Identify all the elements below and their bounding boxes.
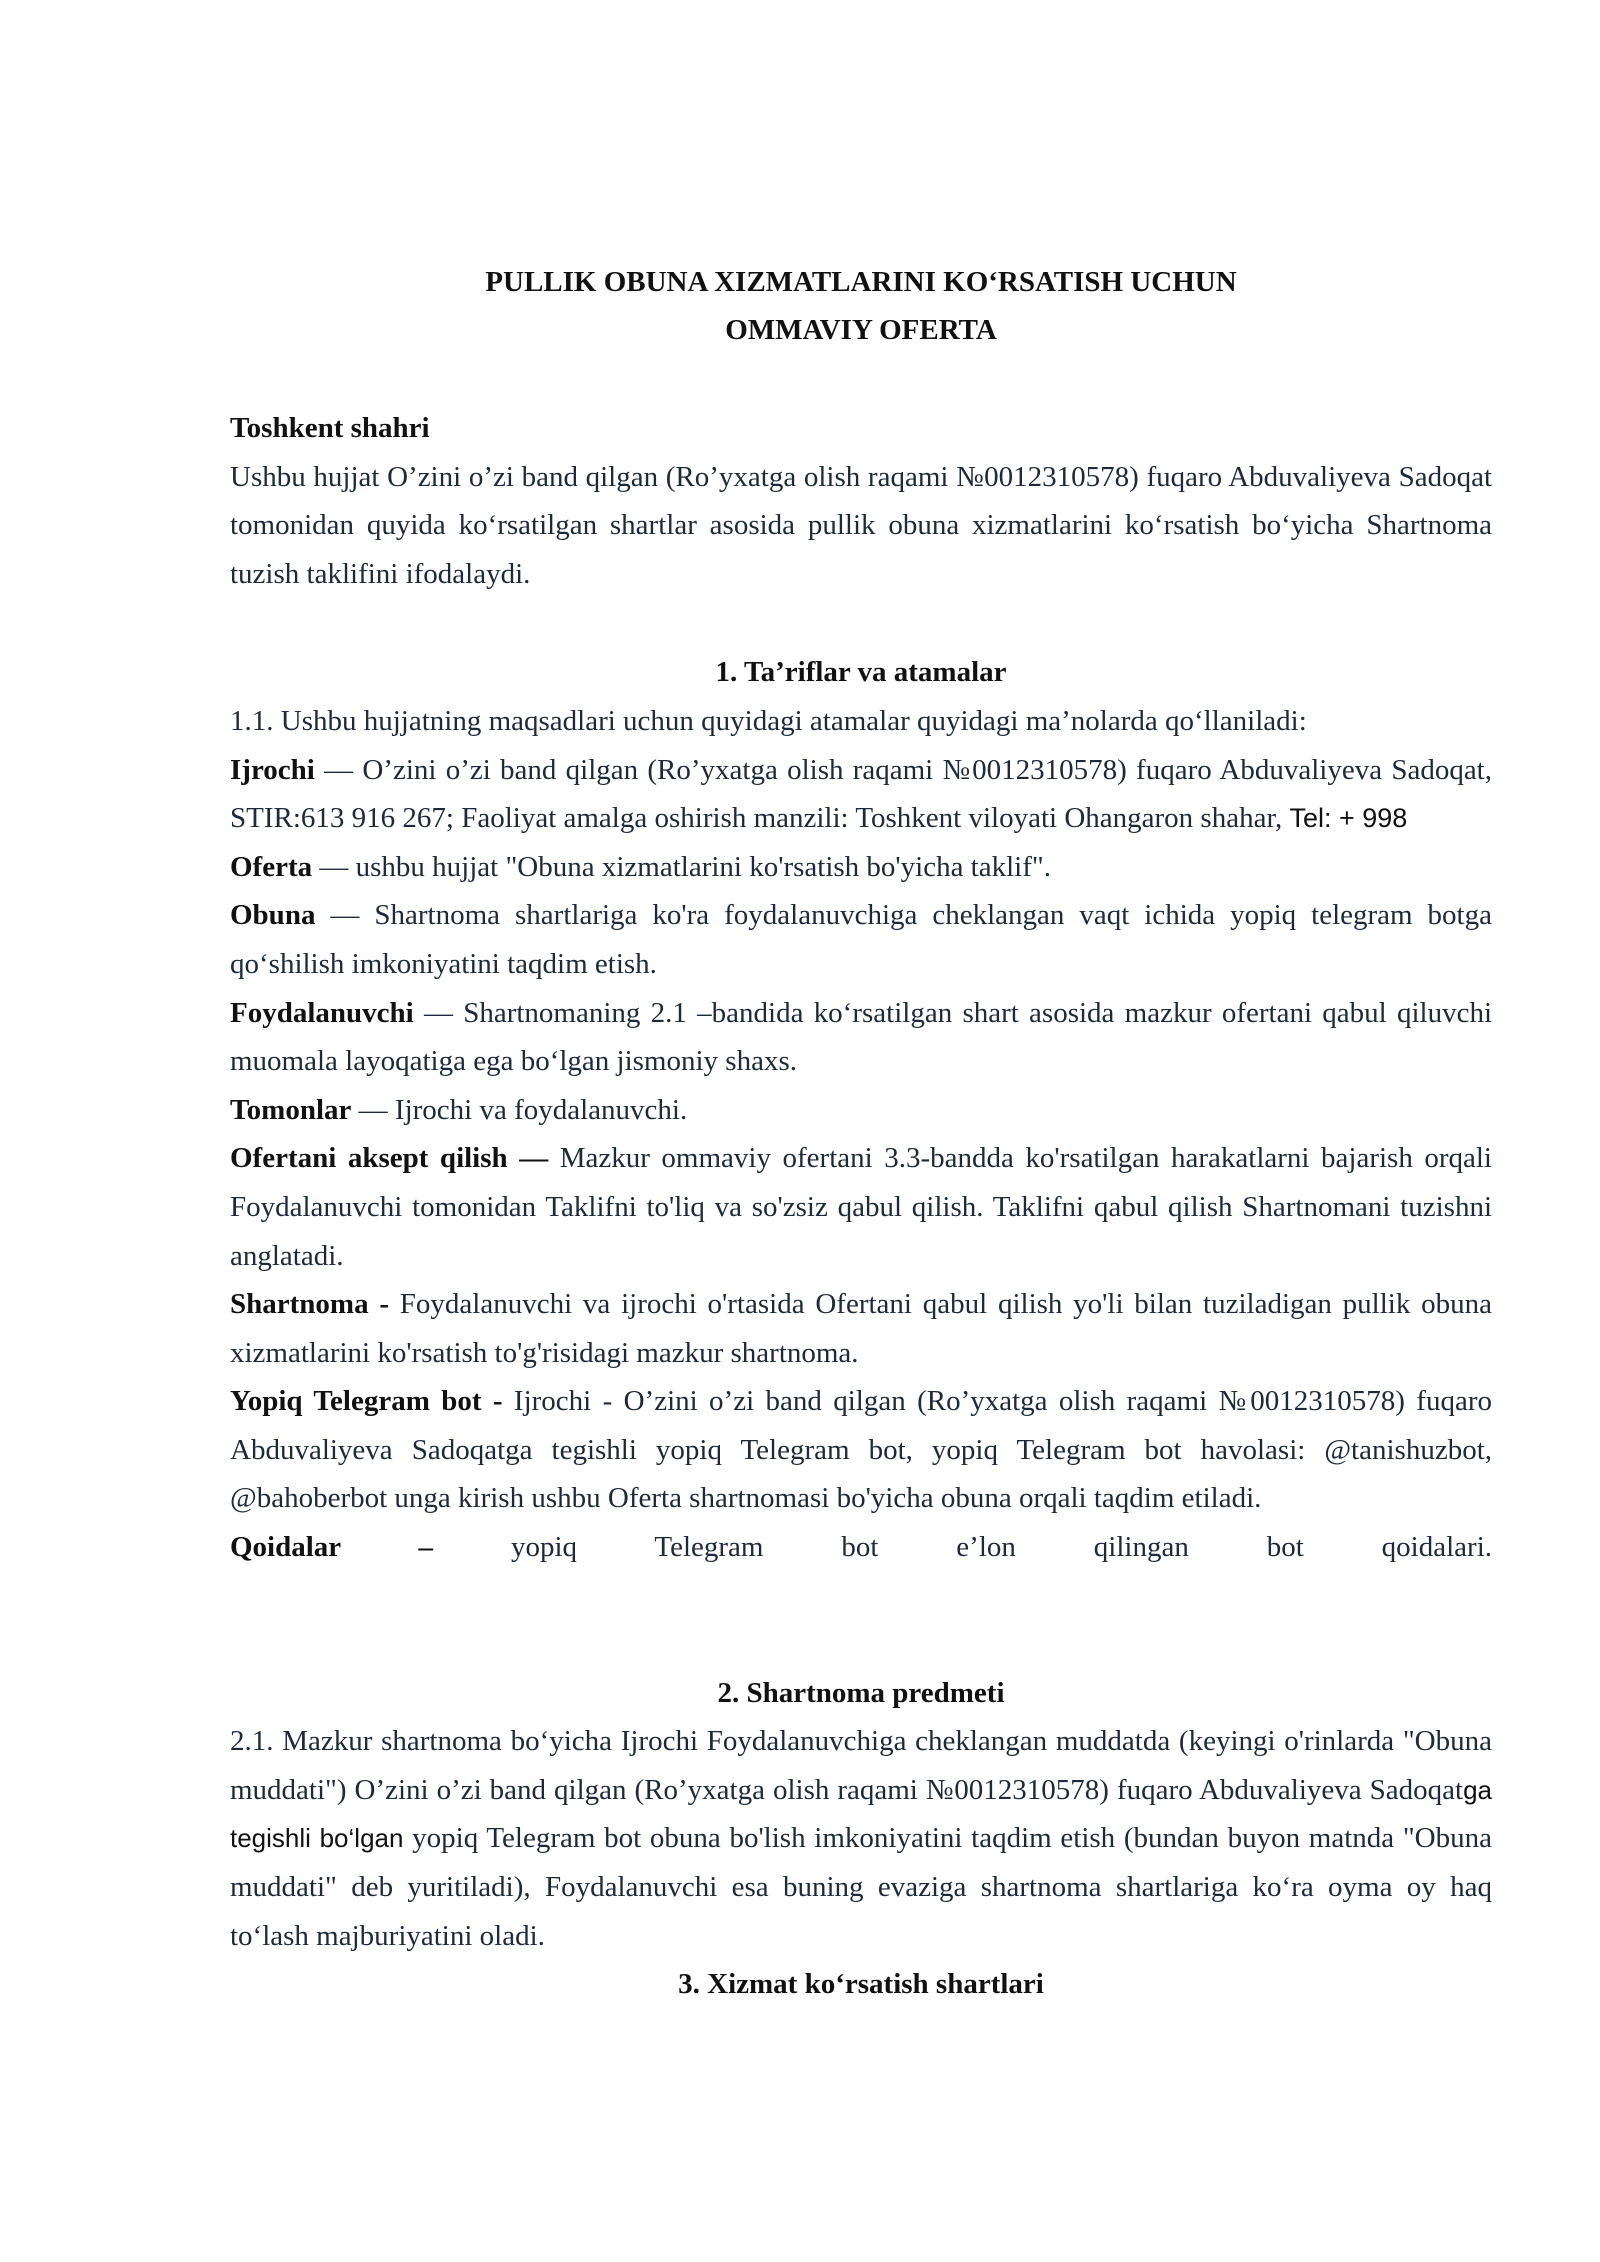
definition-foydalanuvchi-text: — Shartnomaning 2.1 –bandida ko‘rsatilgan shart asosida mazkur ofertani qabul qiluvchi muomala layoqatiga ega bo‘lgan jismoniy shaxs. — [230, 996, 1492, 1078]
clause-2-1-part-b: ga tegishli bo‘lgan — [230, 1774, 1492, 1854]
clause-1-1: 1.1. Ushbu hujjatning maqsadlari uchun quyidagi atamalar quyidagi ma’nolarda qo‘llaniladi: — [230, 704, 1307, 737]
definition-ijrochi-text: — O’zini o’zi band qilgan (Ro’yxatga olish raqami №0012310578) fuqaro Abduvaliyeva Sadoqat, STIR:613 916 267; Faoliyat amalga oshirish manzili: Toshkent viloyati Ohangaron shahar, — [230, 753, 1492, 835]
definition-qoidalar — [230, 1523, 1492, 1572]
spacer — [230, 1572, 1492, 1669]
phone-number: Tel: + 998 — [1289, 803, 1408, 834]
definition-oferta — [230, 843, 1492, 892]
definition-shartnoma — [230, 1280, 1492, 1377]
term-tomonlar: Tomonlar — [230, 1093, 352, 1126]
definition-aksept-text: Mazkur ommaviy ofertani 3.3-bandda ko'rsatilgan harakatlarni bajarish orqali Foydalanuvchi tomonidan Taklifni to'liq va so'zsiz qabul qilish. Taklifni qabul qilish Shartnomani tuzishni anglatadi. — [230, 1142, 1492, 1272]
term-aksept-dash: — — [507, 1142, 549, 1175]
section-3-heading: 3. Xizmat ko‘rsatish shartlari — [678, 1968, 1044, 2001]
definition-obuna-text: — Shartnoma shartlariga ko'ra foydalanuvchiga cheklangan vaqt ichida yopiq telegram botga qo‘shilish imkoniyatini taqdim etish. — [230, 899, 1492, 980]
term-qoidalar-dash: – — [340, 1531, 434, 1564]
term-qoidalar: Qoidalar — [230, 1531, 341, 1564]
term-bot: Yopiq Telegram bot - — [230, 1385, 503, 1418]
term-aksept: Ofertani aksept qilish — [230, 1142, 508, 1175]
term-ijrochi: Ijrochi — [230, 753, 315, 786]
definition-aksept — [230, 1134, 1492, 1280]
city-label: Toshkent shahri — [230, 412, 430, 444]
section-2-heading: 2. Shartnoma predmeti — [717, 1676, 1005, 1709]
spacer — [230, 598, 1492, 648]
definition-tomonlar-text: — Ijrochi va foydalanuvchi. — [351, 1093, 688, 1126]
document-title — [230, 258, 1492, 354]
section-1-heading: 1. Ta’riflar va atamalar — [715, 656, 1007, 689]
definition-foydalanuvchi — [230, 989, 1492, 1086]
spacer — [230, 354, 1492, 404]
definition-oferta-text: — ushbu hujjat "Obuna xizmatlarini ko'rsatish bo'yicha taklif". — [312, 850, 1051, 883]
document-page — [230, 258, 1492, 2009]
term-shartnoma: Shartnoma - — [230, 1288, 390, 1321]
intro-paragraph: Ushbu hujjat O’zini o’zi band qilgan (Ro’yxatga olish raqami №0012310578) fuqaro Abduvaliyeva Sadoqat tomonidan quyida ko‘rsatilgan shartlar asosida pullik obuna xizmatlarini ko‘rsatish bo‘yicha Shartnoma tuzish taklifini ifodalaydi. — [230, 460, 1492, 590]
definition-ijrochi — [230, 746, 1492, 843]
term-foydalanuvchi: Foydalanuvchi — [230, 996, 414, 1029]
definition-bot-text: Ijrochi - O’zini o’zi band qilgan (Ro’yxatga olish raqami №0012310578) fuqaro Abduvaliyeva Sadoqatga tegishli yopiq Telegram bot, yopiq Telegram bot havolasi: @tanishuzbot, @bahoberbot unga kirish ushbu Oferta shartnomasi bo'yicha obuna orqali taqdim etiladi. — [230, 1385, 1492, 1515]
title-line-1: PULLIK OBUNA XIZMATLARINI KO‘RSATISH UCHUN — [485, 266, 1237, 298]
definition-tomonlar — [230, 1086, 1492, 1135]
clause-2-1-part-c: yopiq Telegram bot obuna bo'lish imkoniyatini taqdim etish (bundan buyon matnda "Obuna muddati" deb yuritiladi), Foydalanuvchi esa buning evaziga shartnoma shartlariga ko‘ra oyma oy haq to‘lash majburiyatini oladi. — [230, 1822, 1492, 1952]
term-obuna: Obuna — [230, 899, 316, 932]
definition-shartnoma-text: Foydalanuvchi va ijrochi o'rtasida Ofertani qabul qilish yo'li bilan tuziladigan pullik obuna xizmatlarini ko'rsatish to'g'risidagi mazkur shartnoma. — [230, 1288, 1492, 1369]
title-line-2: OMMAVIY OFERTA — [725, 314, 997, 346]
definition-qoidalar-text: yopiq Telegram bot e’lon qilingan bot qoidalari. — [433, 1531, 1492, 1564]
clause-2-1-part-a: 2.1. Mazkur shartnoma bo‘yicha Ijrochi Foydalanuvchiga cheklangan muddatda (keyingi o'rinlarda "Obuna muddati") O’zini o’zi band qilgan (Ro’yxatga olish raqami №0012310578) fuqaro Abduvaliyeva Sadoqat — [230, 1725, 1492, 1806]
definition-bot — [230, 1377, 1492, 1523]
clause-2-1 — [230, 1717, 1492, 1960]
definition-obuna — [230, 891, 1492, 988]
term-oferta: Oferta — [230, 850, 313, 883]
